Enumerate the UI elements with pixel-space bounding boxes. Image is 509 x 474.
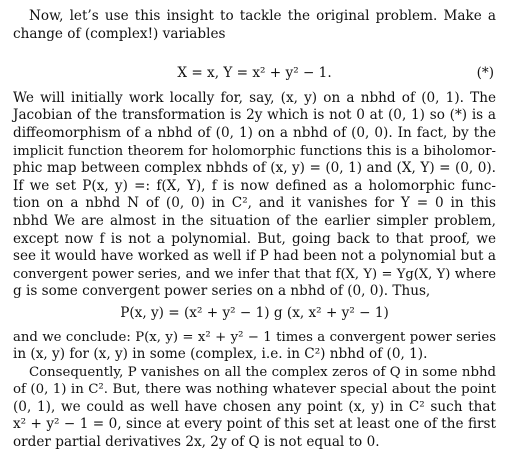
paragraph-local-argument <box>13 90 496 301</box>
paragraph-intro <box>13 8 496 43</box>
text-line: in (x, y) for (x, y) in some (complex, i.e. in C²) nbhd of (0, 1). <box>13 346 428 363</box>
equation-factorization <box>13 305 496 323</box>
text-line: convergent power series, and we infer that that f(X, Y) = Yg(X, Y) where <box>13 266 496 282</box>
text-line: diffeomorphism of a nbhd of (0, 1) on a nbhd of (0, 0). In fact, by the <box>13 124 496 141</box>
text-line: phic map between complex nbhds of (x, y) = (0, 1) and (X, Y) = (0, 0). <box>13 160 496 177</box>
equation-change-of-variables <box>13 65 496 83</box>
text-line: Jacobian of the transformation is 2y which is not 0 at (0, 1) so (*) is a <box>13 107 496 124</box>
text-line: order partial derivatives 2x, 2y of Q is not equal to 0. <box>13 434 380 451</box>
equation-body: X = x, Y = x² + y² − 1. <box>177 65 332 82</box>
text-line: (0, 1), we could as well have chosen any point (x, y) in C² such that <box>13 398 496 415</box>
equation-body: P(x, y) = (x² + y² − 1) g (x, x² + y² − 1) <box>120 304 389 321</box>
text-line: of (0, 1) in C². But, there was nothing whatever special about the point <box>13 382 496 398</box>
text-line: implicit function theorem for holomorphic functions this is a biholomor- <box>13 143 496 159</box>
text-line: nbhd We are almost in the situation of the earlier simpler problem, <box>13 212 496 229</box>
text-line: except now f is not a polynomial. But, going back to that proof, we <box>13 230 496 247</box>
text-line: g is some convergent power series on a nbhd of (0, 0). Thus, <box>13 283 431 300</box>
text-line: see it would have worked as well if P had been not a polynomial but a <box>13 248 496 265</box>
text-line: change of (complex!) variables <box>13 25 226 42</box>
text-line: If we set P(x, y) =: f(X, Y), f is now defined as a holomorphic func- <box>13 177 496 194</box>
paragraph-consequence <box>13 364 496 452</box>
text-line: We will initially work locally for, say, (x, y) on a nbhd of (0, 1). The <box>13 89 496 106</box>
text-line: Now, let’s use this insight to tackle the original problem. Make a <box>29 8 496 24</box>
text-line: tion on a nbhd N of (0, 0) in C², and it vanishes for Y = 0 in this <box>13 195 496 212</box>
text-line: Consequently, P vanishes on all the complex zeros of Q in some nbhd <box>29 364 496 380</box>
text-line: x² + y² − 1 = 0, since at every point of this set at least one of the first <box>13 416 496 433</box>
equation-tag: (*) <box>476 65 494 82</box>
paragraph-conclusion <box>13 329 496 364</box>
text-line: and we conclude: P(x, y) = x² + y² − 1 times a convergent power series <box>13 329 496 345</box>
